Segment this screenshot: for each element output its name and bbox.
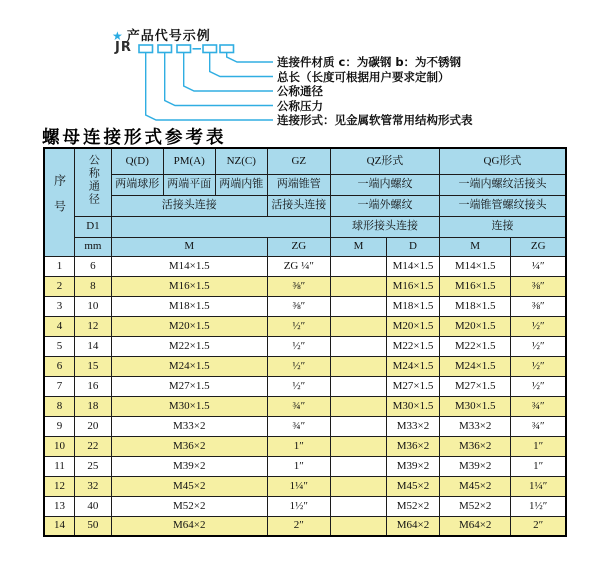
cell-dn-mm: 40 (75, 496, 112, 516)
cell-qg-zg: 1″ (511, 456, 566, 476)
cell-gz-zg: 1¼″ (267, 476, 330, 496)
cell-dn-mm: 12 (75, 316, 112, 336)
header-qz-connection: 球形接头连接 (330, 216, 439, 237)
cell-qz-d: M30×1.5 (386, 396, 439, 416)
label-material: 连接件材质 c：为碳钢 b：为不锈钢 (277, 55, 462, 69)
cell-seq: 1 (44, 256, 75, 276)
cell-seq: 10 (44, 436, 75, 456)
header-dn-text: 公称通径 (87, 154, 100, 207)
cell-dn-mm: 10 (75, 296, 112, 316)
header-qz-end1: 一端内螺纹 (330, 174, 439, 195)
cell-seq: 7 (44, 376, 75, 396)
header-blank (111, 216, 330, 237)
header-col-q: Q(D) (111, 148, 163, 174)
header-gz-connection: 活接头连接 (267, 195, 330, 216)
cell-qz-m (330, 416, 386, 436)
cell-gz-zg: 1″ (267, 436, 330, 456)
table-row (44, 396, 566, 416)
cell-qz-m (330, 516, 386, 536)
cell-qg-m: M64×2 (440, 516, 511, 536)
cell-qz-d: M36×2 (386, 436, 439, 456)
cell-union-thread: M18×1.5 (111, 296, 267, 316)
cell-qg-m: M14×1.5 (440, 256, 511, 276)
cell-dn-mm: 18 (75, 396, 112, 416)
cell-dn-mm: 22 (75, 436, 112, 456)
cell-qg-zg: ⅜″ (511, 296, 566, 316)
cell-qz-m (330, 296, 386, 316)
cell-qz-m (330, 336, 386, 356)
cell-qg-zg: 1½″ (511, 496, 566, 516)
cell-union-thread: M20×1.5 (111, 316, 267, 336)
cell-qz-m (330, 476, 386, 496)
cell-seq: 14 (44, 516, 75, 536)
product-code-diagram (0, 0, 600, 135)
cell-qz-d: M27×1.5 (386, 376, 439, 396)
table-row (44, 336, 566, 356)
table-body (44, 256, 566, 536)
cell-qg-m: M30×1.5 (440, 396, 511, 416)
header-gz-ends: 两端锥管 (267, 174, 330, 195)
cell-qz-m (330, 396, 386, 416)
header-qg-end1: 一端内螺纹活接头 (440, 174, 567, 195)
cell-qz-m (330, 316, 386, 336)
cell-gz-zg: ½″ (267, 356, 330, 376)
header-m-union: M (111, 237, 267, 256)
cell-union-thread: M45×2 (111, 476, 267, 496)
table-row (44, 436, 566, 456)
cell-seq: 13 (44, 496, 75, 516)
label-nominal-pressure: 公称压力 (277, 99, 323, 113)
cell-qz-m (330, 376, 386, 396)
cell-qg-m: M24×1.5 (440, 356, 511, 376)
cell-qz-m (330, 276, 386, 296)
cell-dn-mm: 8 (75, 276, 112, 296)
code-box (158, 45, 172, 53)
cell-qg-m: M45×2 (440, 476, 511, 496)
header-col-gz: GZ (267, 148, 330, 174)
table-row (44, 296, 566, 316)
cell-qz-m (330, 456, 386, 476)
cell-qg-m: M27×1.5 (440, 376, 511, 396)
cell-qg-zg: ¼″ (511, 256, 566, 276)
cell-union-thread: M22×1.5 (111, 336, 267, 356)
diagram-heading-text: 产品代号示例 (126, 29, 211, 44)
cell-qg-zg: ½″ (511, 316, 566, 336)
table-row (44, 476, 566, 496)
code-prefix: JR (115, 40, 132, 55)
header-zg-qg: ZG (511, 237, 566, 256)
cell-qg-zg: 1¼″ (511, 476, 566, 496)
cell-gz-zg: ¾″ (267, 396, 330, 416)
cell-dn-mm: 16 (75, 376, 112, 396)
cell-qz-m (330, 356, 386, 376)
cell-qz-d: M14×1.5 (386, 256, 439, 276)
table-title: 螺母连接形式参考表 (42, 127, 227, 147)
cell-qg-zg: ½″ (511, 356, 566, 376)
cell-seq: 11 (44, 456, 75, 476)
cell-union-thread: M36×2 (111, 436, 267, 456)
table-row (44, 276, 566, 296)
header-dn (75, 148, 112, 216)
table-row (44, 256, 566, 276)
code-box (203, 45, 217, 53)
cell-qz-d: M24×1.5 (386, 356, 439, 376)
cell-qz-d: M39×2 (386, 456, 439, 476)
cell-qg-zg: 2″ (511, 516, 566, 536)
cell-qg-zg: ½″ (511, 336, 566, 356)
cell-union-thread: M16×1.5 (111, 276, 267, 296)
cell-dn-mm: 14 (75, 336, 112, 356)
table-row (44, 316, 566, 336)
cell-gz-zg: ½″ (267, 376, 330, 396)
header-d-qz: D (386, 237, 439, 256)
cell-union-thread: M39×2 (111, 456, 267, 476)
header-seq (44, 148, 75, 256)
header-col-nz: NZ(C) (215, 148, 267, 174)
cell-gz-zg: ½″ (267, 336, 330, 356)
cell-qz-d: M20×1.5 (386, 316, 439, 336)
cell-gz-zg: 2″ (267, 516, 330, 536)
table-header (44, 148, 566, 256)
pointer-line-material (227, 53, 273, 62)
cell-seq: 4 (44, 316, 75, 336)
cell-seq: 12 (44, 476, 75, 496)
cell-qg-m: M36×2 (440, 436, 511, 456)
cell-seq: 9 (44, 416, 75, 436)
cell-gz-zg: 1″ (267, 456, 330, 476)
cell-dn-mm: 20 (75, 416, 112, 436)
cell-seq: 3 (44, 296, 75, 316)
code-box (177, 45, 191, 53)
header-m-qz: M (330, 237, 386, 256)
cell-qz-d: M22×1.5 (386, 336, 439, 356)
cell-qg-m: M18×1.5 (440, 296, 511, 316)
pointer-line-length (210, 53, 273, 77)
cell-qg-m: M22×1.5 (440, 336, 511, 356)
header-d1: D1 (75, 216, 112, 237)
cell-gz-zg: ⅜″ (267, 296, 330, 316)
table-row (44, 496, 566, 516)
code-box (139, 45, 153, 53)
table-row (44, 456, 566, 476)
cell-qg-m: M52×2 (440, 496, 511, 516)
label-nominal-diameter: 公称通径 (277, 84, 323, 98)
header-col-qg: QG形式 (440, 148, 567, 174)
table-row (44, 416, 566, 436)
header-m-qg: M (440, 237, 511, 256)
cell-qz-d: M52×2 (386, 496, 439, 516)
cell-qg-zg: ¾″ (511, 416, 566, 436)
cell-qz-d: M33×2 (386, 416, 439, 436)
cell-union-thread: M27×1.5 (111, 376, 267, 396)
cell-qz-m (330, 256, 386, 276)
header-zg-gz: ZG (267, 237, 330, 256)
table-row (44, 516, 566, 536)
cell-seq: 6 (44, 356, 75, 376)
cell-seq: 2 (44, 276, 75, 296)
header-mm: mm (75, 237, 112, 256)
cell-qg-m: M33×2 (440, 416, 511, 436)
header-qg-connection: 连接 (440, 216, 567, 237)
cell-dn-mm: 25 (75, 456, 112, 476)
cell-qz-d: M18×1.5 (386, 296, 439, 316)
table-row (44, 356, 566, 376)
cell-union-thread: M64×2 (111, 516, 267, 536)
cell-seq: 5 (44, 336, 75, 356)
cell-dn-mm: 32 (75, 476, 112, 496)
cell-qz-m (330, 436, 386, 456)
cell-gz-zg: ZG ¼″ (267, 256, 330, 276)
label-connection-form: 连接形式：见金属软管常用结构形式表 (277, 113, 473, 127)
cell-qg-zg: 1″ (511, 436, 566, 456)
cell-gz-zg: ½″ (267, 316, 330, 336)
header-col-qz: QZ形式 (330, 148, 439, 174)
nut-connection-reference-table (43, 147, 567, 537)
cell-qg-m: M39×2 (440, 456, 511, 476)
cell-gz-zg: 1½″ (267, 496, 330, 516)
cell-qg-m: M20×1.5 (440, 316, 511, 336)
cell-dn-mm: 6 (75, 256, 112, 276)
cell-qz-d: M64×2 (386, 516, 439, 536)
header-nz-ends: 两端内锥 (215, 174, 267, 195)
table-row (44, 376, 566, 396)
cell-gz-zg: ¾″ (267, 416, 330, 436)
header-col-pm: PM(A) (163, 148, 215, 174)
cell-qz-d: M45×2 (386, 476, 439, 496)
cell-union-thread: M24×1.5 (111, 356, 267, 376)
label-total-length: 总长（长度可根据用户要求定制） (277, 70, 450, 84)
cell-qz-m (330, 496, 386, 516)
cell-gz-zg: ⅜″ (267, 276, 330, 296)
pointer-line-diameter (184, 53, 273, 91)
cell-union-thread: M14×1.5 (111, 256, 267, 276)
cell-qz-d: M16×1.5 (386, 276, 439, 296)
header-seq-text: 序号 (52, 174, 67, 227)
header-qz-end2: 一端外螺纹 (330, 195, 439, 216)
header-pm-ends: 两端平面 (163, 174, 215, 195)
header-qg-end2: 一端锥管螺纹接头 (440, 195, 567, 216)
star-icon: ★ (112, 29, 124, 43)
cell-qg-zg: ⅜″ (511, 276, 566, 296)
pointer-line-pressure (165, 53, 273, 106)
cell-union-thread: M33×2 (111, 416, 267, 436)
header-q-ends: 两端球形 (111, 174, 163, 195)
cell-dn-mm: 15 (75, 356, 112, 376)
cell-dn-mm: 50 (75, 516, 112, 536)
cell-qg-zg: ½″ (511, 376, 566, 396)
cell-union-thread: M30×1.5 (111, 396, 267, 416)
cell-qg-zg: ¾″ (511, 396, 566, 416)
cell-qg-m: M16×1.5 (440, 276, 511, 296)
cell-seq: 8 (44, 396, 75, 416)
code-box (220, 45, 234, 53)
cell-union-thread: M52×2 (111, 496, 267, 516)
header-union-connection: 活接头连接 (111, 195, 267, 216)
